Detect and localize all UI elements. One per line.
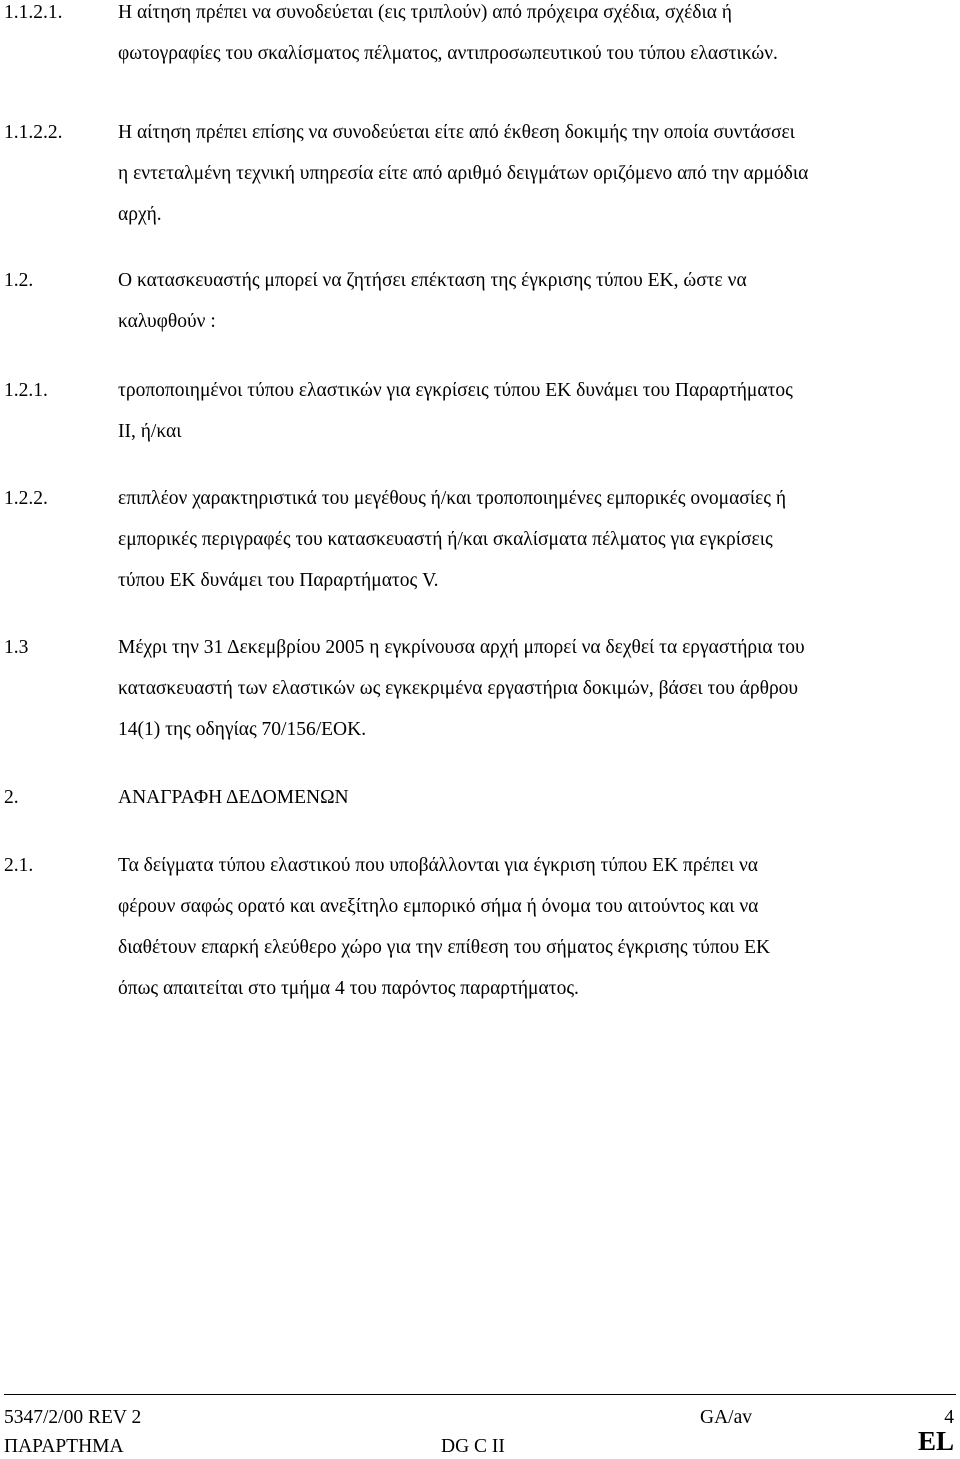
clause-line: κατασκευαστή των ελαστικών ως εγκεκριμένα εργαστήρια δοκιμών, βάσει του άρθρου: [118, 678, 799, 699]
section-title-text: ΑΝΑΓΡΑΦΗ ΔΕΔΟΜΕΝΩΝ: [118, 787, 349, 808]
clause-number: 1.1.2.1.: [4, 2, 63, 23]
footer-dg: DG C II: [441, 1436, 505, 1457]
clause-line: καλυφθούν :: [118, 311, 216, 332]
clause-text: [118, 845, 944, 1009]
clause-line: τροποποιημένοι τύπου ελαστικών για εγκρίσεις τύπου ΕΚ δυνάμει του Παραρτήματος: [118, 380, 793, 401]
clause-number: 2.1.: [4, 855, 34, 876]
clause-line: αρχή.: [118, 204, 162, 225]
clause-line: ΙΙ, ή/και: [118, 421, 182, 442]
clause-line: φωτογραφίες του σκαλίσματος πέλματος, αντιπροσωπευτικού του τύπου ελαστικών.: [118, 43, 778, 64]
clause-text: [118, 627, 944, 750]
footer-language-code: EL: [917, 1426, 954, 1456]
clause-line: 14(1) της οδηγίας 70/156/ΕΟΚ.: [118, 719, 367, 740]
clause-line: Τα δείγματα τύπου ελαστικού που υποβάλλονται για έγκριση τύπου ΕΚ πρέπει να: [118, 855, 758, 876]
clause-line: Η αίτηση πρέπει να συνοδεύεται (εις τριπλούν) από πρόχειρα σχέδια, σχέδια ή: [118, 2, 732, 23]
section-number: 2.: [4, 787, 19, 808]
clause-number: 1.3: [4, 637, 29, 658]
clause-line: φέρουν σαφώς ορατό και ανεξίτηλο εμπορικό σήμα ή όνομα του αιτούντος και να: [118, 896, 759, 917]
clause-text: [118, 260, 944, 342]
clause-line: Μέχρι την 31 Δεκεμβρίου 2005 η εγκρίνουσα αρχή μπορεί να δεχθεί τα εργαστήρια του: [118, 637, 805, 658]
footer-annex-label: ΠΑΡΑΡΤΗΜΑ: [4, 1436, 124, 1457]
footer-doc-ref: 5347/2/00 REV 2: [4, 1407, 142, 1428]
clause-line: Η αίτηση πρέπει επίσης να συνοδεύεται είτε από έκθεση δοκιμής την οποία συντάσσει: [118, 122, 795, 143]
footer-divider: [4, 1394, 956, 1395]
section-title: [118, 777, 944, 818]
clause-line: εμπορικές περιγραφές του κατασκευαστή ή/και σκαλίσματα πέλματος για εγκρίσεις: [118, 529, 773, 550]
clause-number: 1.2.1.: [4, 380, 48, 401]
clause-text: [118, 0, 944, 74]
footer-page-number: 4: [944, 1407, 954, 1428]
clause-text: [118, 478, 944, 601]
clause-line: επιπλέον χαρακτηριστικά του μεγέθους ή/και τροποποιημένες εμπορικές ονομασίες ή: [118, 488, 787, 509]
footer-initials: GA/av: [700, 1407, 752, 1428]
clause-number: 1.1.2.2.: [4, 122, 63, 143]
page-footer: [0, 1394, 960, 1459]
clause-line: όπως απαιτείται στο τμήμα 4 του παρόντος παραρτήματος.: [118, 978, 579, 999]
clause-line: η εντεταλμένη τεχνική υπηρεσία είτε από αριθμό δειγμάτων οριζόμενο από την αρμόδια: [118, 163, 809, 184]
clause-text: [118, 112, 944, 235]
clause-number: 1.2.2.: [4, 488, 48, 509]
clause-line: τύπου ΕΚ δυνάμει του Παραρτήματος V.: [118, 570, 439, 591]
clause-line: διαθέτουν επαρκή ελεύθερο χώρο για την επίθεση του σήματος έγκρισης τύπου ΕΚ: [118, 937, 771, 958]
clause-line: Ο κατασκευαστής μπορεί να ζητήσει επέκταση της έγκρισης τύπου ΕΚ, ώστε να: [118, 270, 747, 291]
clause-number: 1.2.: [4, 270, 34, 291]
clause-text: [118, 370, 944, 452]
